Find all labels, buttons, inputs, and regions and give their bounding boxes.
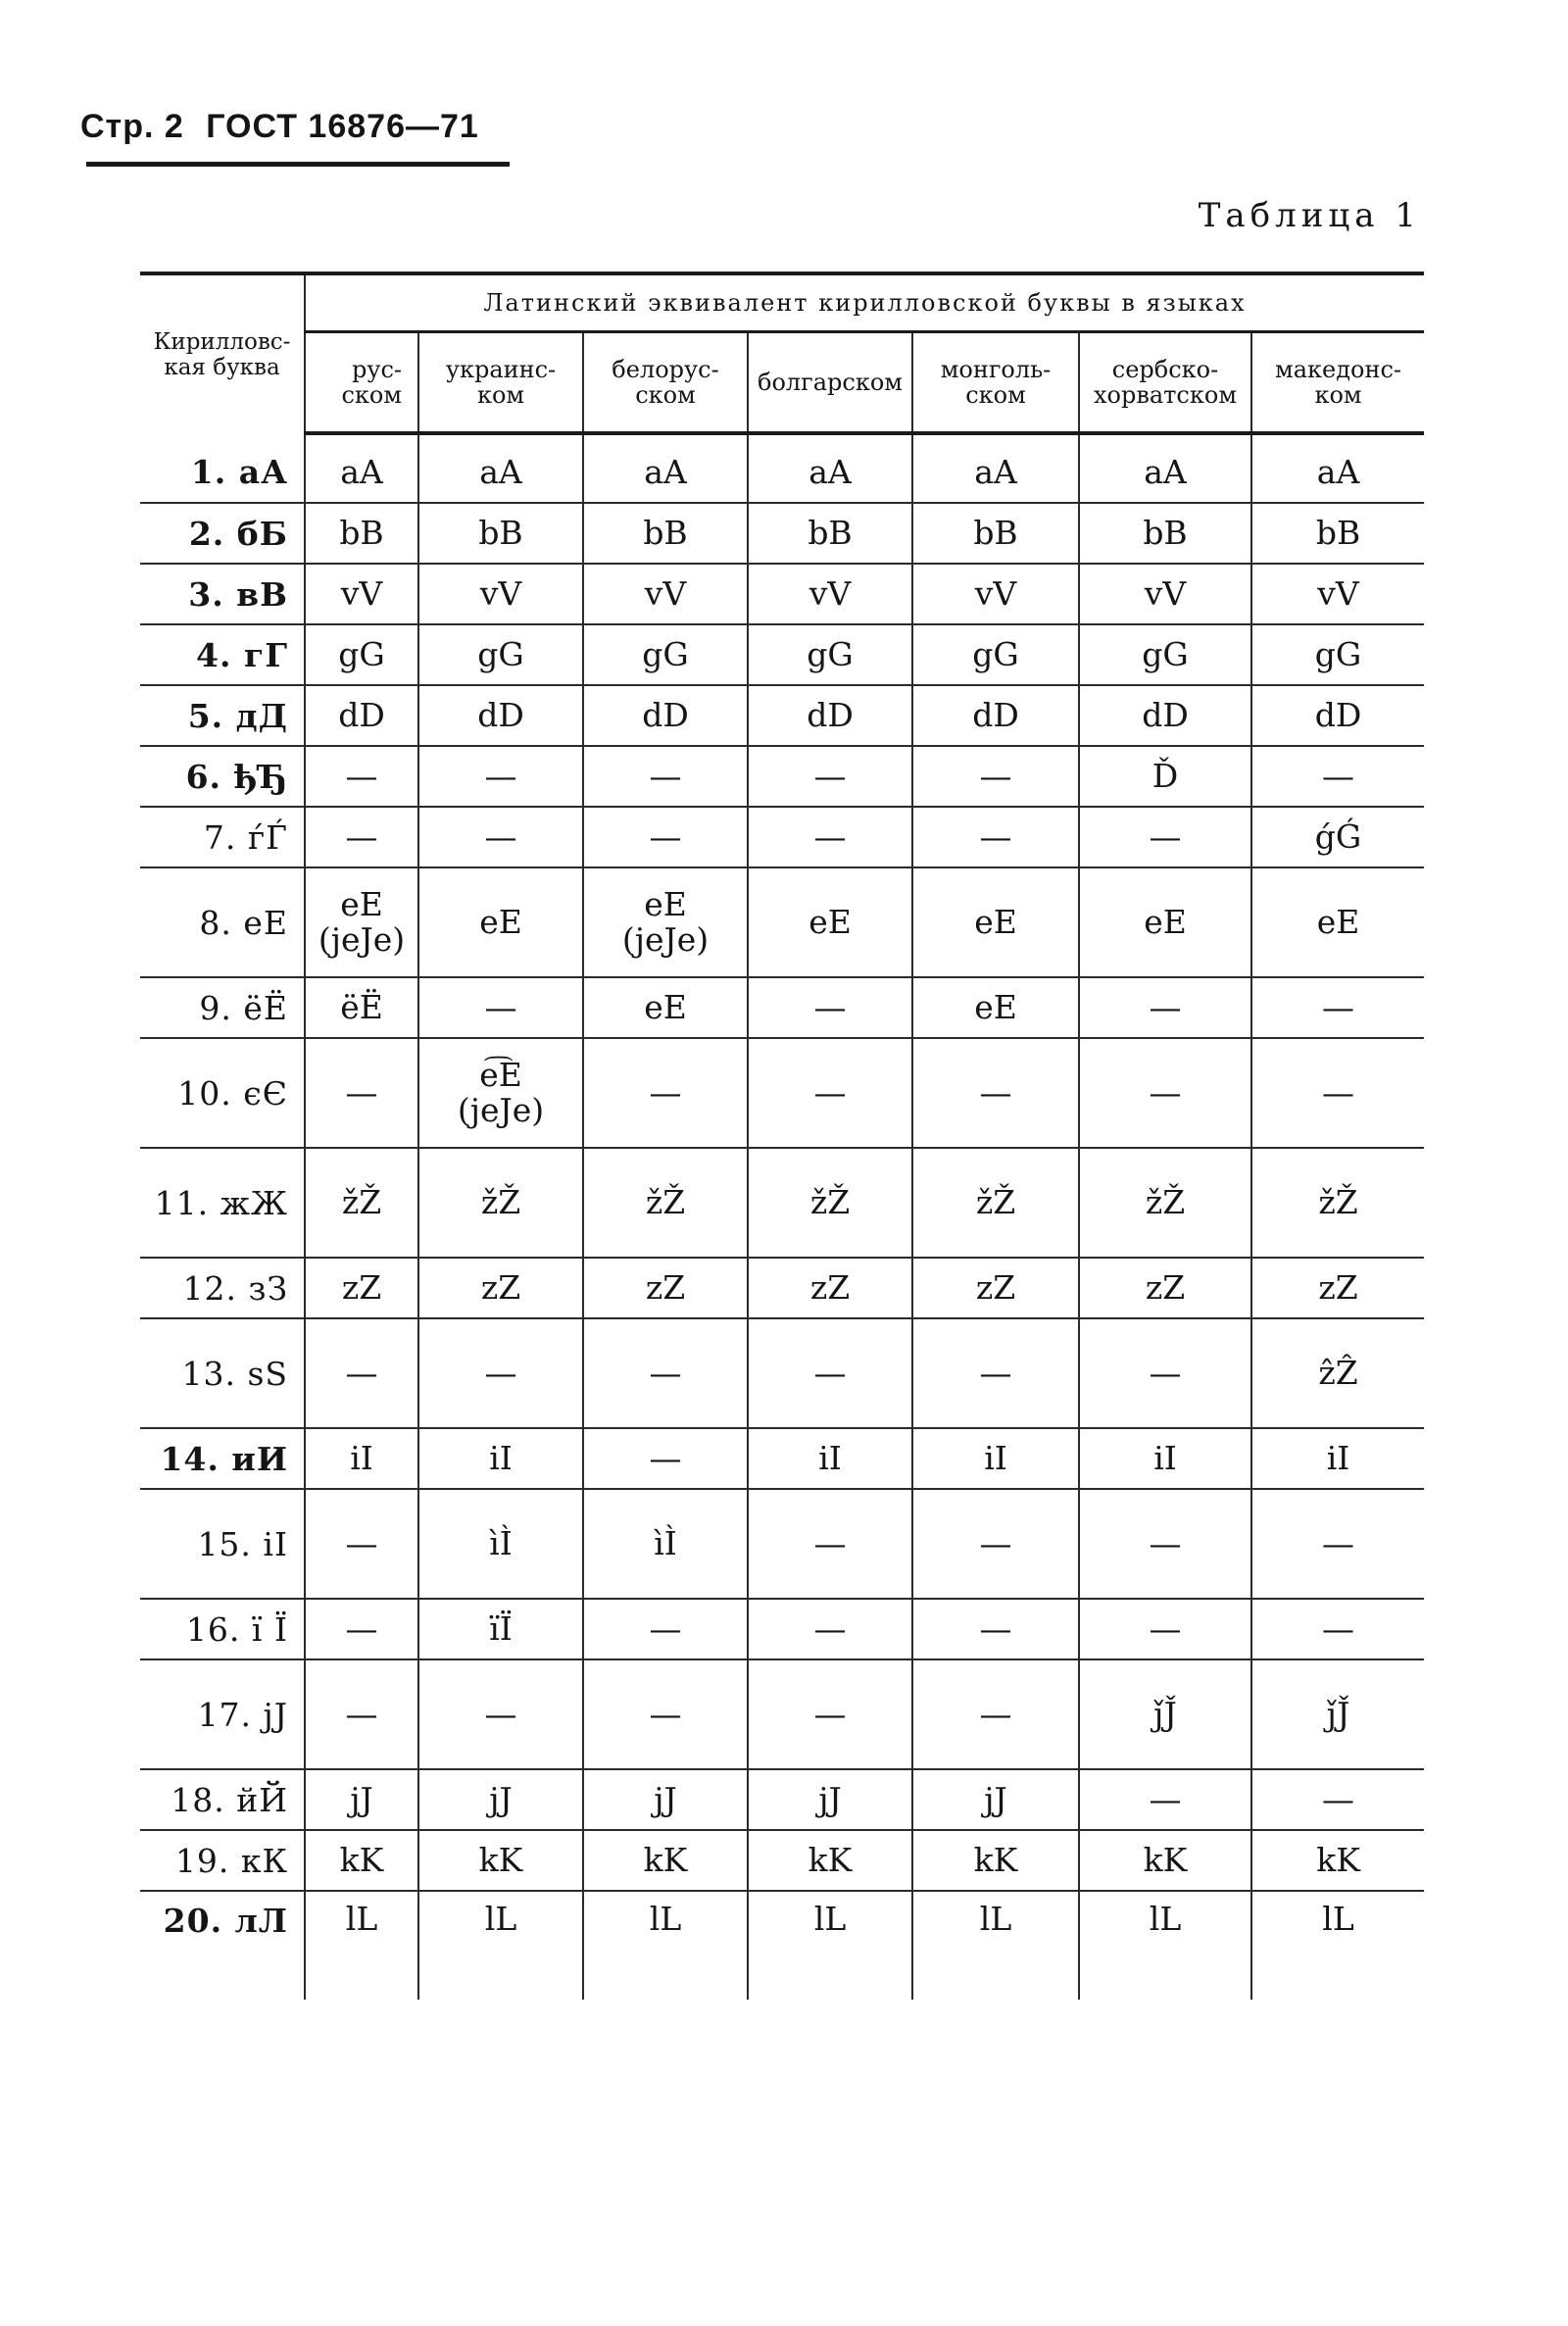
table-cell: lL: [305, 1891, 418, 2000]
table-cell: gG: [1079, 624, 1251, 685]
lang-header: монголь- ском: [912, 332, 1079, 434]
table-cell: iI: [1251, 1428, 1424, 1489]
table-cell: —: [418, 746, 583, 807]
table-cell: gG: [583, 624, 748, 685]
table-cell: lL: [1251, 1891, 1424, 2000]
table-cell: žŽ: [583, 1148, 748, 1258]
table-cell: —: [1079, 977, 1251, 1038]
table-cell: —: [583, 807, 748, 867]
table-cell: —: [305, 1489, 418, 1599]
table-cell: —: [583, 1428, 748, 1489]
table-cell: —: [583, 1599, 748, 1659]
table-cell: kK: [583, 1830, 748, 1891]
table-cell: dD: [418, 685, 583, 746]
table-body: [140, 433, 1424, 2000]
table-row: [140, 503, 1424, 564]
table-cell: —: [1251, 1038, 1424, 1148]
table-cell: —: [1079, 1769, 1251, 1830]
table-cell: lL: [583, 1891, 748, 2000]
table-cell: —: [1079, 1489, 1251, 1599]
table-cell: dD: [912, 685, 1079, 746]
table-cell: bB: [583, 503, 748, 564]
table-cell: zZ: [912, 1258, 1079, 1318]
table-cell: —: [305, 1659, 418, 1769]
table-cell: vV: [912, 564, 1079, 624]
table-cell: žŽ: [1079, 1148, 1251, 1258]
row-label: 13. ѕЅ: [140, 1318, 305, 1428]
table-row: [140, 746, 1424, 807]
group-header: Латинский эквивалент кирилловской буквы в языках: [305, 273, 1424, 332]
table-cell: dD: [1079, 685, 1251, 746]
table-cell: —: [1251, 1599, 1424, 1659]
table-row: [140, 867, 1424, 977]
table-cell: dD: [748, 685, 912, 746]
table-cell: —: [748, 746, 912, 807]
table-cell: aA: [418, 433, 583, 503]
table-cell: bB: [1251, 503, 1424, 564]
table-cell: —: [1079, 1038, 1251, 1148]
table-row: [140, 807, 1424, 867]
table-cell: —: [748, 977, 912, 1038]
table-cell: eE: [748, 867, 912, 977]
table-cell: kK: [418, 1830, 583, 1891]
table-cell: —: [1079, 1599, 1251, 1659]
table-cell: —: [305, 1599, 418, 1659]
table-cell: —: [748, 1318, 912, 1428]
row-label: 15. іІ: [140, 1489, 305, 1599]
table-cell: —: [748, 1599, 912, 1659]
standard-number: ГОСТ 16876—71: [206, 108, 479, 145]
table-cell: iI: [305, 1428, 418, 1489]
row-label: 1. аА: [140, 433, 305, 503]
lang-header: белорус- ском: [583, 332, 748, 434]
row-label: 12. зЗ: [140, 1258, 305, 1318]
table-cell: ïÏ: [418, 1599, 583, 1659]
corner-header: Кирилловс- кая буква: [140, 273, 305, 433]
table-row: [140, 1659, 1424, 1769]
table-cell: —: [418, 807, 583, 867]
table-cell: eE: [583, 977, 748, 1038]
row-label: 16. ї Ї: [140, 1599, 305, 1659]
table-cell: žŽ: [748, 1148, 912, 1258]
table-cell: zZ: [418, 1258, 583, 1318]
table-cell: bB: [1079, 503, 1251, 564]
table-cell: —: [912, 1489, 1079, 1599]
table-cell: iI: [418, 1428, 583, 1489]
table-cell: Ď: [1079, 746, 1251, 807]
table-cell: žŽ: [1251, 1148, 1424, 1258]
table-cell: jJ: [305, 1769, 418, 1830]
table-cell: bB: [305, 503, 418, 564]
table-cell: eE: [1251, 867, 1424, 977]
table-cell: jJ: [418, 1769, 583, 1830]
table-cell: kK: [748, 1830, 912, 1891]
table-cell: ìÌ: [583, 1489, 748, 1599]
table-cell: bB: [912, 503, 1079, 564]
table-cell: vV: [418, 564, 583, 624]
lang-header: украинс- ком: [418, 332, 583, 434]
table-cell: eE (jeJe): [583, 867, 748, 977]
table-cell: eE: [1079, 867, 1251, 977]
row-label: 4. гГ: [140, 624, 305, 685]
table-cell: zZ: [1251, 1258, 1424, 1318]
row-label: 14. иИ: [140, 1428, 305, 1489]
table-cell: žŽ: [912, 1148, 1079, 1258]
table-cell: jJ: [912, 1769, 1079, 1830]
row-label: 11. жЖ: [140, 1148, 305, 1258]
table-row: [140, 1489, 1424, 1599]
table-cell: kK: [1079, 1830, 1251, 1891]
lang-header: болгарском: [748, 332, 912, 434]
table-row: [140, 1891, 1424, 2000]
row-label: 8. еЕ: [140, 867, 305, 977]
table-cell: gG: [912, 624, 1079, 685]
row-label: 9. ёЁ: [140, 977, 305, 1038]
table-cell: jJ: [748, 1769, 912, 1830]
page-header: [80, 108, 491, 146]
table-cell: lL: [1079, 1891, 1251, 2000]
table-row: [140, 564, 1424, 624]
table-cell: vV: [305, 564, 418, 624]
table-cell: gG: [305, 624, 418, 685]
table-cell: —: [305, 1318, 418, 1428]
row-label: 19. кК: [140, 1830, 305, 1891]
table-cell: eE (jeJe): [305, 867, 418, 977]
table-row: [140, 685, 1424, 746]
table-cell: —: [1079, 807, 1251, 867]
table-row: [140, 1428, 1424, 1489]
lang-header: македонс- ком: [1251, 332, 1424, 434]
table-cell: ëË: [305, 977, 418, 1038]
table-cell: zZ: [1079, 1258, 1251, 1318]
table-cell: iI: [1079, 1428, 1251, 1489]
table-row: [140, 1318, 1424, 1428]
row-label: 20. лЛ: [140, 1891, 305, 2000]
table-cell: —: [583, 1038, 748, 1148]
table-cell: aA: [748, 433, 912, 503]
table-cell: —: [305, 807, 418, 867]
table-cell: vV: [748, 564, 912, 624]
table-cell: e͡E (jeJe): [418, 1038, 583, 1148]
table-cell: dD: [1251, 685, 1424, 746]
table-cell: —: [1251, 746, 1424, 807]
table-cell: vV: [1079, 564, 1251, 624]
table-cell: ẑẐ: [1251, 1318, 1424, 1428]
table-row: [140, 1038, 1424, 1148]
table-cell: zZ: [583, 1258, 748, 1318]
table-cell: —: [912, 807, 1079, 867]
table-cell: —: [912, 1659, 1079, 1769]
table-cell: lL: [912, 1891, 1079, 2000]
table-cell: —: [583, 1318, 748, 1428]
table-cell: eE: [418, 867, 583, 977]
table-cell: eE: [912, 977, 1079, 1038]
table-cell: kK: [912, 1830, 1079, 1891]
table-cell: gG: [1251, 624, 1424, 685]
table-cell: —: [1079, 1318, 1251, 1428]
table-cell: gG: [418, 624, 583, 685]
table-row: [140, 433, 1424, 503]
table-cell: dD: [583, 685, 748, 746]
page-number: Стр. 2: [80, 108, 184, 145]
table-cell: zZ: [305, 1258, 418, 1318]
row-label: 10. єЄ: [140, 1038, 305, 1148]
table-row: [140, 977, 1424, 1038]
table-cell: vV: [1251, 564, 1424, 624]
table-cell: —: [748, 1489, 912, 1599]
table-cell: lL: [418, 1891, 583, 2000]
transliteration-table: [140, 272, 1424, 2000]
table-cell: iI: [912, 1428, 1079, 1489]
table-cell: ǰJ̌: [1079, 1659, 1251, 1769]
table-cell: —: [1251, 977, 1424, 1038]
table-cell: —: [748, 1659, 912, 1769]
lang-header: рус- ском: [305, 332, 418, 434]
table-cell: zZ: [748, 1258, 912, 1318]
table-cell: žŽ: [305, 1148, 418, 1258]
table-row: [140, 1148, 1424, 1258]
table-cell: —: [583, 746, 748, 807]
table-cell: —: [748, 1038, 912, 1148]
table-cell: —: [912, 1318, 1079, 1428]
table-cell: —: [1251, 1769, 1424, 1830]
table-cell: aA: [912, 433, 1079, 503]
table-cell: —: [912, 1599, 1079, 1659]
table-cell: gG: [748, 624, 912, 685]
table-cell: lL: [748, 1891, 912, 2000]
row-label: 18. йЙ: [140, 1769, 305, 1830]
table-row: [140, 1830, 1424, 1891]
table-cell: —: [748, 807, 912, 867]
row-label: 17. јЈ: [140, 1659, 305, 1769]
row-label: 3. вВ: [140, 564, 305, 624]
row-label: 2. бБ: [140, 503, 305, 564]
table-cell: aA: [305, 433, 418, 503]
table-cell: —: [418, 977, 583, 1038]
table-cell: ǵǴ: [1251, 807, 1424, 867]
row-label: 6. ђЂ: [140, 746, 305, 807]
table-title: Таблица 1: [1198, 196, 1421, 235]
table-cell: iI: [748, 1428, 912, 1489]
table-cell: —: [583, 1659, 748, 1769]
table-cell: dD: [305, 685, 418, 746]
table-row: [140, 1769, 1424, 1830]
table-cell: —: [912, 1038, 1079, 1148]
table-cell: bB: [418, 503, 583, 564]
table-cell: —: [912, 746, 1079, 807]
row-label: 5. дД: [140, 685, 305, 746]
table-row: [140, 1599, 1424, 1659]
table-cell: —: [305, 746, 418, 807]
table-cell: vV: [583, 564, 748, 624]
table-cell: aA: [1079, 433, 1251, 503]
table-cell: eE: [912, 867, 1079, 977]
table-row: [140, 624, 1424, 685]
table-cell: —: [418, 1318, 583, 1428]
table-cell: ìÌ: [418, 1489, 583, 1599]
table-cell: jJ: [583, 1769, 748, 1830]
table-row: [140, 1258, 1424, 1318]
table-cell: kK: [1251, 1830, 1424, 1891]
table-container: [140, 272, 1424, 2000]
table-cell: —: [305, 1038, 418, 1148]
table-cell: bB: [748, 503, 912, 564]
lang-header: сербско- хорватском: [1079, 332, 1251, 434]
table-cell: žŽ: [418, 1148, 583, 1258]
table-cell: aA: [583, 433, 748, 503]
header-rule: [86, 162, 510, 167]
table-cell: —: [418, 1659, 583, 1769]
table-cell: —: [1251, 1489, 1424, 1599]
row-label: 7. ѓЃ: [140, 807, 305, 867]
table-cell: aA: [1251, 433, 1424, 503]
table-cell: kK: [305, 1830, 418, 1891]
table-cell: ǰJ̌: [1251, 1659, 1424, 1769]
